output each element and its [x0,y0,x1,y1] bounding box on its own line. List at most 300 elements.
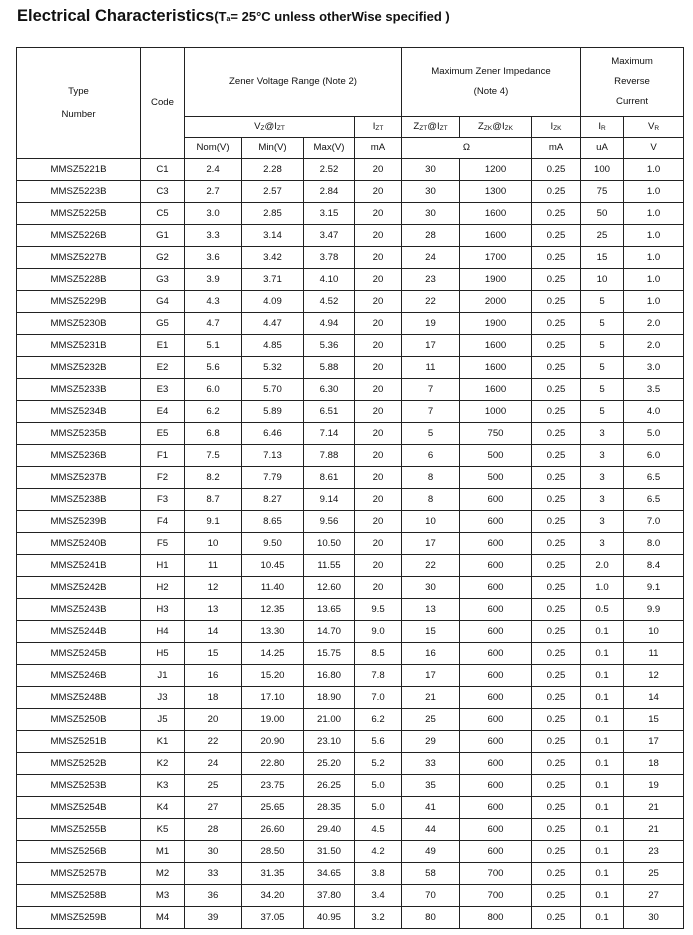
ir-cell: 0.1 [581,885,624,907]
max-voltage-cell: 8.61 [304,467,355,489]
max-voltage-cell: 9.14 [304,489,355,511]
zzk-cell: 600 [460,731,532,753]
type-number-cell: MMSZ5259B [17,907,141,929]
zener-voltage-range-header: Zener Voltage Range (Note 2) [185,48,402,117]
izk-cell: 0.25 [532,247,581,269]
zzt-cell: 6 [402,445,460,467]
max-voltage-cell: 4.52 [304,291,355,313]
max-voltage-cell: 7.88 [304,445,355,467]
izt-cell: 9.0 [355,621,402,643]
vr-cell: 3.5 [624,379,684,401]
nom-voltage-cell: 20 [185,709,242,731]
izt-cell: 20 [355,577,402,599]
zzk-cell: 500 [460,467,532,489]
table-row [17,269,684,291]
izk-cell: 0.25 [532,863,581,885]
table-row [17,181,684,203]
ir-cell: 0.1 [581,687,624,709]
izt-cell: 20 [355,291,402,313]
max-voltage-cell: 31.50 [304,841,355,863]
zzk-cell: 600 [460,511,532,533]
ir-cell: 3 [581,511,624,533]
nom-voltage-cell: 3.3 [185,225,242,247]
zzt-cell: 80 [402,907,460,929]
nom-voltage-cell: 30 [185,841,242,863]
izk-cell: 0.25 [532,907,581,929]
unit-ir: uA [581,138,624,159]
min-voltage-cell: 2.85 [242,203,304,225]
table-row [17,203,684,225]
zzk-cell: 600 [460,709,532,731]
izk-header: $I_{ZK}$ [532,117,581,138]
zzk-cell: 1600 [460,379,532,401]
max-voltage-cell: 3.47 [304,225,355,247]
table-row [17,335,684,357]
vr-cell: 21 [624,819,684,841]
min-voltage-cell: 6.46 [242,423,304,445]
min-voltage-cell: 2.57 [242,181,304,203]
izk-cell: 0.25 [532,599,581,621]
izt-cell: 4.2 [355,841,402,863]
unit-vr: V [624,138,684,159]
vr-cell: 4.0 [624,401,684,423]
ir-cell: 5 [581,357,624,379]
max-voltage-cell: 4.10 [304,269,355,291]
code-cell: K1 [141,731,185,753]
type-number-cell: MMSZ5251B [17,731,141,753]
zzk-cell: 600 [460,775,532,797]
zzk-cell: 600 [460,621,532,643]
max-voltage-cell: 3.15 [304,203,355,225]
max-voltage-cell: 3.78 [304,247,355,269]
ir-cell: 3 [581,423,624,445]
zzk-cell: 600 [460,489,532,511]
min-voltage-cell: 17.10 [242,687,304,709]
vr-cell: 12 [624,665,684,687]
izk-cell: 0.25 [532,775,581,797]
ir-cell: 100 [581,159,624,181]
zzk-cell: 1700 [460,247,532,269]
min-voltage-cell: 26.60 [242,819,304,841]
nom-voltage-cell: 2.7 [185,181,242,203]
izt-cell: 20 [355,357,402,379]
table-row [17,687,684,709]
table-row [17,577,684,599]
table-row [17,555,684,577]
min-voltage-cell: 3.71 [242,269,304,291]
izt-cell: 9.5 [355,599,402,621]
zzt-cell: 30 [402,181,460,203]
code-cell: G3 [141,269,185,291]
zzt-cell: 17 [402,665,460,687]
max-voltage-cell: 6.30 [304,379,355,401]
max-voltage-cell: 5.36 [304,335,355,357]
zzk-cell: 600 [460,687,532,709]
izt-cell: 7.8 [355,665,402,687]
type-number-cell: MMSZ5252B [17,753,141,775]
nom-voltage-cell: 3.6 [185,247,242,269]
vr-cell: 18 [624,753,684,775]
code-cell: F4 [141,511,185,533]
izk-cell: 0.25 [532,489,581,511]
zzt-cell: 8 [402,467,460,489]
nom-voltage-cell: 28 [185,819,242,841]
type-number-cell: MMSZ5257B [17,863,141,885]
type-number-cell: MMSZ5229B [17,291,141,313]
zzt-cell: 11 [402,357,460,379]
zzt-cell: 15 [402,621,460,643]
izt-cell: 20 [355,313,402,335]
max-reverse-current-header: Maximum Reverse Current [581,48,684,117]
code-cell: J1 [141,665,185,687]
max-voltage-cell: 9.56 [304,511,355,533]
code-cell: H5 [141,643,185,665]
zzk-header: $Z_{ZK}@I_{ZK}$ [460,117,532,138]
izt-cell: 3.4 [355,885,402,907]
table-row [17,445,684,467]
izt-header: $I_{ZT}$ [355,117,402,138]
type-number-cell: MMSZ5232B [17,357,141,379]
izk-cell: 0.25 [532,885,581,907]
table-row [17,709,684,731]
max-zener-impedance-header: Maximum Zener Impedance (Note 4) [402,48,581,117]
table-row [17,621,684,643]
min-voltage-cell: 4.09 [242,291,304,313]
nom-voltage-cell: 25 [185,775,242,797]
vr-cell: 30 [624,907,684,929]
nom-voltage-cell: 4.3 [185,291,242,313]
zzt-cell: 35 [402,775,460,797]
izk-cell: 0.25 [532,643,581,665]
min-voltage-cell: 14.25 [242,643,304,665]
code-cell: H1 [141,555,185,577]
type-number-cell: MMSZ5233B [17,379,141,401]
type-number-header: Type Number [17,48,141,159]
izt-cell: 7.0 [355,687,402,709]
zzk-cell: 600 [460,841,532,863]
type-number-cell: MMSZ5242B [17,577,141,599]
max-voltage-cell: 23.10 [304,731,355,753]
izt-cell: 20 [355,489,402,511]
code-cell: M2 [141,863,185,885]
code-cell: G4 [141,291,185,313]
type-number-cell: MMSZ5234B [17,401,141,423]
nom-voltage-cell: 3.0 [185,203,242,225]
vr-cell: 27 [624,885,684,907]
izk-cell: 0.25 [532,401,581,423]
vr-cell: 10 [624,621,684,643]
nom-voltage-cell: 6.2 [185,401,242,423]
type-number-cell: MMSZ5226B [17,225,141,247]
izk-cell: 0.25 [532,423,581,445]
code-cell: C1 [141,159,185,181]
izk-cell: 0.25 [532,291,581,313]
type-number-cell: MMSZ5227B [17,247,141,269]
table-row [17,731,684,753]
izt-cell: 20 [355,335,402,357]
zzk-cell: 2000 [460,291,532,313]
table-row [17,665,684,687]
table-row [17,819,684,841]
nom-voltage-cell: 9.1 [185,511,242,533]
zzk-cell: 1600 [460,203,532,225]
ir-cell: 0.1 [581,819,624,841]
min-voltage-cell: 15.20 [242,665,304,687]
vr-cell: 1.0 [624,159,684,181]
max-voltage-cell: 7.14 [304,423,355,445]
code-cell: K2 [141,753,185,775]
izk-cell: 0.25 [532,511,581,533]
type-number-cell: MMSZ5237B [17,467,141,489]
unit-min: Min(V) [242,138,304,159]
max-voltage-cell: 16.80 [304,665,355,687]
ir-cell: 5 [581,291,624,313]
nom-voltage-cell: 39 [185,907,242,929]
table-row [17,467,684,489]
type-number-cell: MMSZ5225B [17,203,141,225]
zzk-cell: 1900 [460,269,532,291]
ir-cell: 0.1 [581,863,624,885]
izk-cell: 0.25 [532,709,581,731]
table-row [17,379,684,401]
code-cell: E5 [141,423,185,445]
code-cell: M4 [141,907,185,929]
ir-cell: 15 [581,247,624,269]
vz-at-izt-header: $V_Z@I_{ZT}$ [185,117,355,138]
zzt-cell: 41 [402,797,460,819]
code-cell: M3 [141,885,185,907]
izt-cell: 3.2 [355,907,402,929]
table-row [17,423,684,445]
max-voltage-cell: 37.80 [304,885,355,907]
table-row [17,885,684,907]
type-number-cell: MMSZ5246B [17,665,141,687]
max-voltage-cell: 2.52 [304,159,355,181]
nom-voltage-cell: 14 [185,621,242,643]
zzt-cell: 29 [402,731,460,753]
izk-cell: 0.25 [532,379,581,401]
table-row [17,599,684,621]
vr-cell: 19 [624,775,684,797]
zzk-cell: 600 [460,643,532,665]
code-header: Code [141,48,185,159]
type-number-cell: MMSZ5240B [17,533,141,555]
max-voltage-cell: 11.55 [304,555,355,577]
min-voltage-cell: 4.47 [242,313,304,335]
code-cell: H4 [141,621,185,643]
izk-cell: 0.25 [532,533,581,555]
code-cell: F3 [141,489,185,511]
nom-voltage-cell: 18 [185,687,242,709]
izk-cell: 0.25 [532,159,581,181]
ir-cell: 0.1 [581,907,624,929]
type-number-cell: MMSZ5253B [17,775,141,797]
min-voltage-cell: 23.75 [242,775,304,797]
vr-cell: 1.0 [624,269,684,291]
type-number-cell: MMSZ5250B [17,709,141,731]
max-voltage-cell: 10.50 [304,533,355,555]
zzt-cell: 25 [402,709,460,731]
zzk-cell: 600 [460,577,532,599]
table-row [17,313,684,335]
nom-voltage-cell: 10 [185,533,242,555]
ir-cell: 3 [581,489,624,511]
vr-cell: 14 [624,687,684,709]
zzt-cell: 10 [402,511,460,533]
izk-cell: 0.25 [532,753,581,775]
izk-cell: 0.25 [532,445,581,467]
max-voltage-cell: 18.90 [304,687,355,709]
zzt-cell: 44 [402,819,460,841]
nom-voltage-cell: 8.7 [185,489,242,511]
table-row [17,489,684,511]
unit-izk: mA [532,138,581,159]
zzk-cell: 1600 [460,225,532,247]
izk-cell: 0.25 [532,269,581,291]
table-row [17,511,684,533]
izt-cell: 20 [355,533,402,555]
vr-cell: 2.0 [624,335,684,357]
zzt-cell: 49 [402,841,460,863]
ir-cell: 3 [581,445,624,467]
max-voltage-cell: 5.88 [304,357,355,379]
izk-cell: 0.25 [532,687,581,709]
max-voltage-cell: 2.84 [304,181,355,203]
vr-cell: 2.0 [624,313,684,335]
type-number-cell: MMSZ5236B [17,445,141,467]
zzk-cell: 800 [460,907,532,929]
zzt-cell: 22 [402,291,460,313]
nom-voltage-cell: 6.8 [185,423,242,445]
izk-cell: 0.25 [532,203,581,225]
zzk-cell: 600 [460,599,532,621]
min-voltage-cell: 8.65 [242,511,304,533]
izt-cell: 4.5 [355,819,402,841]
izt-cell: 20 [355,247,402,269]
vr-cell: 25 [624,863,684,885]
izt-cell: 20 [355,159,402,181]
min-voltage-cell: 9.50 [242,533,304,555]
zzk-cell: 1000 [460,401,532,423]
table-row [17,533,684,555]
min-voltage-cell: 13.30 [242,621,304,643]
izt-cell: 20 [355,225,402,247]
vr-cell: 6.0 [624,445,684,467]
zzt-cell: 8 [402,489,460,511]
code-cell: C5 [141,203,185,225]
izt-cell: 5.6 [355,731,402,753]
izk-cell: 0.25 [532,555,581,577]
code-cell: F5 [141,533,185,555]
ir-cell: 3 [581,533,624,555]
ir-cell: 50 [581,203,624,225]
zzt-cell: 22 [402,555,460,577]
ir-cell: 5 [581,379,624,401]
ir-cell: 5 [581,313,624,335]
zzk-cell: 600 [460,665,532,687]
max-voltage-cell: 21.00 [304,709,355,731]
type-number-cell: MMSZ5255B [17,819,141,841]
vr-cell: 8.4 [624,555,684,577]
ir-cell: 0.1 [581,709,624,731]
max-voltage-cell: 26.25 [304,775,355,797]
code-cell: M1 [141,841,185,863]
nom-voltage-cell: 33 [185,863,242,885]
zzt-cell: 19 [402,313,460,335]
min-voltage-cell: 10.45 [242,555,304,577]
zzk-cell: 600 [460,819,532,841]
table-row [17,357,684,379]
table-row [17,753,684,775]
zzt-cell: 21 [402,687,460,709]
izk-cell: 0.25 [532,225,581,247]
zzt-cell: 7 [402,401,460,423]
zzk-cell: 1600 [460,357,532,379]
ir-cell: 0.1 [581,775,624,797]
izt-cell: 20 [355,203,402,225]
izk-cell: 0.25 [532,841,581,863]
min-voltage-cell: 20.90 [242,731,304,753]
code-cell: G5 [141,313,185,335]
izt-cell: 5.2 [355,753,402,775]
nom-voltage-cell: 5.6 [185,357,242,379]
izk-cell: 0.25 [532,731,581,753]
izk-cell: 0.25 [532,181,581,203]
izt-cell: 20 [355,379,402,401]
ir-cell: 10 [581,269,624,291]
vr-cell: 6.5 [624,489,684,511]
table-row [17,159,684,181]
ir-cell: 5 [581,335,624,357]
type-number-cell: MMSZ5221B [17,159,141,181]
ir-cell: 75 [581,181,624,203]
table-row [17,863,684,885]
unit-max: Max(V) [304,138,355,159]
max-voltage-cell: 6.51 [304,401,355,423]
type-number-cell: MMSZ5254B [17,797,141,819]
code-cell: G2 [141,247,185,269]
min-voltage-cell: 34.20 [242,885,304,907]
table-row [17,291,684,313]
nom-voltage-cell: 6.0 [185,379,242,401]
type-number-cell: MMSZ5231B [17,335,141,357]
type-number-cell: MMSZ5241B [17,555,141,577]
zzk-cell: 600 [460,753,532,775]
max-voltage-cell: 15.75 [304,643,355,665]
zzt-header: $Z_{ZT}@I_{ZT}$ [402,117,460,138]
unit-nom: Nom(V) [185,138,242,159]
nom-voltage-cell: 7.5 [185,445,242,467]
code-cell: G1 [141,225,185,247]
code-cell: E4 [141,401,185,423]
max-voltage-cell: 12.60 [304,577,355,599]
izk-cell: 0.25 [532,621,581,643]
code-cell: F2 [141,467,185,489]
table-row [17,797,684,819]
izt-cell: 20 [355,181,402,203]
vr-header: $V_R$ [624,117,684,138]
nom-voltage-cell: 22 [185,731,242,753]
zzk-cell: 1300 [460,181,532,203]
type-number-cell: MMSZ5239B [17,511,141,533]
min-voltage-cell: 11.40 [242,577,304,599]
zzt-cell: 23 [402,269,460,291]
zzk-cell: 700 [460,885,532,907]
max-voltage-cell: 34.65 [304,863,355,885]
table-row [17,775,684,797]
ir-cell: 0.1 [581,753,624,775]
nom-voltage-cell: 24 [185,753,242,775]
